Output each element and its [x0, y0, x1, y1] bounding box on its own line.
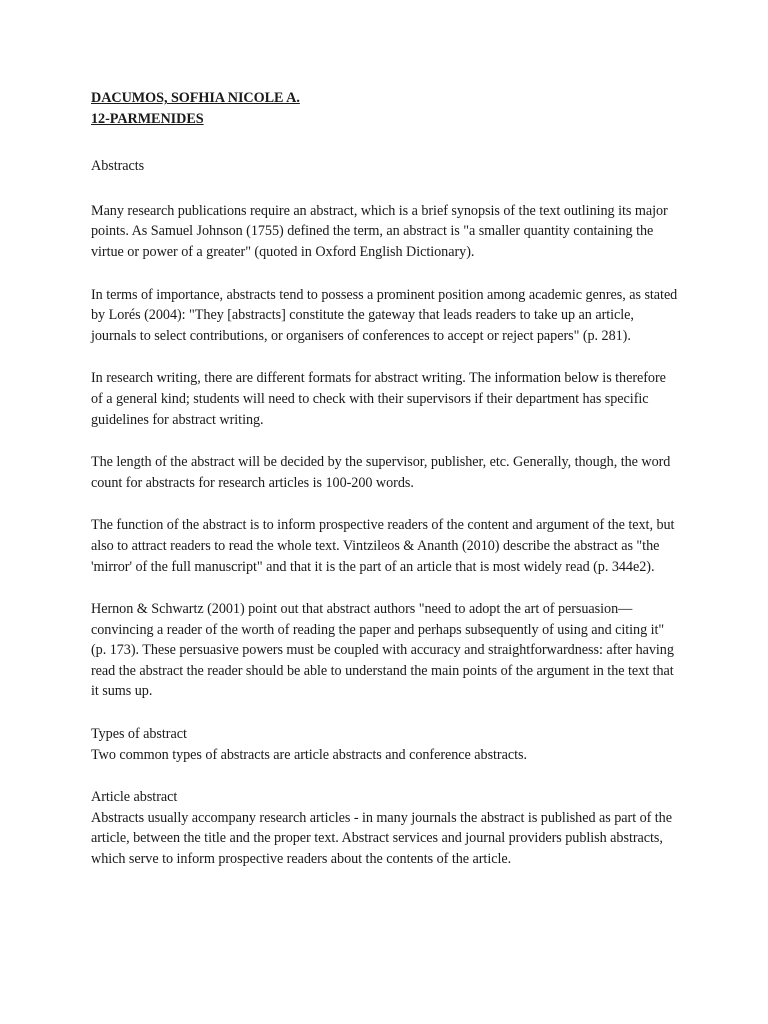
types-text: Two common types of abstracts are article abstracts and conference abstracts. [91, 746, 527, 763]
document-page [91, 88, 681, 870]
paragraph-length: The length of the abstract will be decided by the supervisor, publisher, etc. Generally, though, the word count for abstracts for research articles is 100-200 words. [91, 454, 671, 491]
article-abstract-text: Abstracts usually accompany research articles - in many journals the abstract is published as part of the article, between the title and the proper text. Abstract services and journal providers publish abstracts, which serve to inform prospective readers about the contents of the article. [91, 809, 672, 868]
paragraph-definition: Many research publications require an abstract, which is a brief synopsis of the text outlining its major points. As Samuel Johnson (1755) defined the term, an abstract is "a smaller quantity containing the virtue or power of a greater" (quoted in Oxford English Dictionary). [91, 202, 668, 260]
article-abstract-heading: Article abstract [91, 789, 178, 806]
types-heading: Types of abstract [91, 726, 187, 743]
paragraph-function: The function of the abstract is to inform prospective readers of the content and argument of the text, but also to attract readers to read the whole text. Vintzileos & Ananth (2010) describe the abstract as "the 'mirror' of the full manuscript" and that it is the part of an article that is most widely read (p. 344e2). [91, 517, 675, 575]
paragraph-persuasion: Hernon & Schwartz (2001) point out that abstract authors "need to adopt the art of persuasion—convincing a reader of the worth of reading the paper and perhaps subsequently of using and citing it" (p. 173). These persuasive powers must be coupled with accuracy and straightforwardness: after having read the abstract the reader should be able to understand the main points of the argument in the text that it sums up. [91, 601, 674, 700]
document-title: Abstracts [91, 158, 145, 175]
author-name: DACUMOS, SOFHIA NICOLE A. [91, 90, 300, 106]
paragraph-importance: In terms of importance, abstracts tend to possess a prominent position among academic genres, as stated by Lorés (2004): "They [abstracts] constitute the gateway that leads readers to take up an article, journals to select contributions, or organisers of conferences to accept or reject papers" (p. 281). [91, 286, 678, 344]
class-section: 12-PARMENIDES [91, 110, 204, 127]
paragraph-formats: In research writing, there are different formats for abstract writing. The information below is therefore of a general kind; students will need to check with their supervisors if their department has specific guidelines for abstract writing. [91, 370, 666, 428]
